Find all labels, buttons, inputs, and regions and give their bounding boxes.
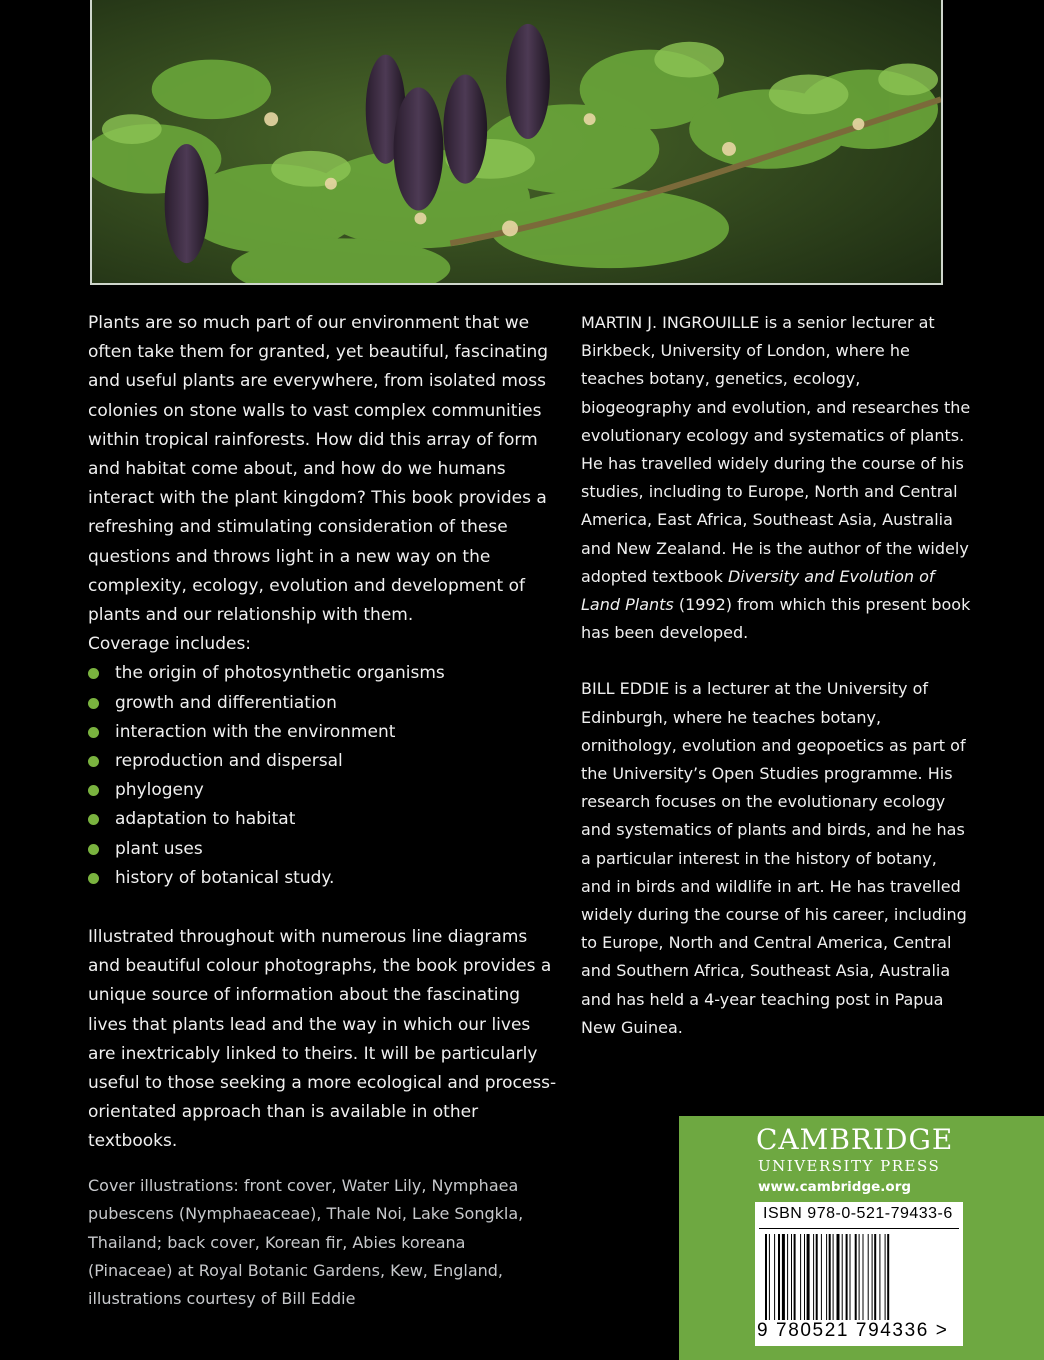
barcode-bar: [800, 1234, 801, 1320]
book-title: Diversity and Evolution of Land Plants: [581, 566, 935, 615]
intro-paragraph: Plants are so much part of our environment that we often take them for granted, yet beautiful, fascinating and useful plants are everywhere, from isolated moss colonies on stone walls to vast complex communities within tropical rainforests. How did this array of form and habitat come about, and how do we humans interact with the plant kingdom? This book provides a refreshing and stimulating consideration of these questions and throws light in a new way on the complexity, ecology, evolution and development of plants and our relationship with them.: [88, 313, 549, 626]
barcode-digits: 9 780521 794336 >: [757, 1320, 949, 1341]
barcode-bar: [863, 1234, 864, 1320]
author-bio-eddie: BILL EDDIE is a lecturer at the University of Edinburgh, where he teaches botany, ornithology, evolution and geopoetics as part of the University’s Open Studies programme. His research focuses on the evolutionary ecology and systematics of plants and birds, and he has a particular interest in the history of botany, and in birds and wildlife in art. He has travelled widely during the course of his career, including to Europe, North and Central America, Central and Southern Africa, Southeast Asia, Australia and has held a 4-year teaching post in Papua New Guinea.: [581, 679, 967, 1037]
bio-text: (1992) from which this present book has been developed.: [581, 595, 971, 643]
barcode-bar: [846, 1234, 848, 1320]
barcode-bar: [813, 1234, 814, 1320]
summary-paragraph: Illustrated throughout with numerous line diagrams and beautiful colour photographs, the book provides a unique source of information about the fascinating lives that plants lead and the way in which our lives are inextricably linked to theirs. It will be particularly useful to those seeking a more ecological and process-orientated approach than is available in other textbooks.: [88, 927, 557, 1152]
barcode-bar: [829, 1234, 831, 1320]
cover-photo: [90, 0, 943, 285]
publisher-logo-subtitle: UNIVERSITY PRESS: [758, 1157, 941, 1175]
cover-credits: Cover illustrations: front cover, Water Lily, Nymphaea pubescens (Nymphaeaceae), Thale Noi, Lake Songkla, Thailand; back cover, Korean fir, Abies koreana (Pinaceae) at Royal Botanic Gardens, Kew, England, illustrations courtesy of Bill Eddie: [88, 1176, 524, 1309]
barcode-bar: [850, 1234, 851, 1320]
barcode-bar: [872, 1234, 873, 1320]
publisher-url: www.cambridge.org: [758, 1179, 912, 1195]
list-item: phylogeny: [88, 776, 558, 805]
barcode-bar: [765, 1234, 767, 1320]
barcode-bar: [855, 1234, 857, 1320]
barcode-bar: [816, 1234, 818, 1320]
barcode-bar: [794, 1234, 796, 1320]
barcode-bar: [874, 1234, 876, 1320]
list-item: plant uses: [88, 835, 558, 864]
author-bio-ingrouille: [581, 309, 971, 647]
isbn-divider: [759, 1228, 959, 1229]
isbn-number: ISBN 978-0-521-79433-6: [763, 1205, 953, 1222]
barcode-bar: [787, 1234, 788, 1320]
barcode-bar: [774, 1234, 775, 1320]
barcode-bar: [804, 1234, 805, 1320]
list-item: history of botanical study.: [88, 864, 558, 893]
publisher-panel: [679, 1116, 1044, 1360]
isbn-barcode-block: [755, 1202, 963, 1346]
book-description: [88, 309, 558, 1157]
author-bios: [581, 309, 971, 1042]
list-item: adaptation to habitat: [88, 805, 558, 834]
publisher-logo-name: CAMBRIDGE: [756, 1123, 954, 1156]
list-item: reproduction and dispersal: [88, 747, 558, 776]
barcode-bar: [837, 1234, 840, 1320]
barcode-bar: [887, 1234, 889, 1320]
list-item: interaction with the environment: [88, 718, 558, 747]
list-item: the origin of photosynthetic organisms: [88, 659, 558, 688]
barcode-bar: [821, 1234, 822, 1320]
coverage-list: [88, 659, 558, 893]
coverage-heading: Coverage includes:: [88, 634, 252, 655]
fir-branch-illustration: [92, 0, 941, 283]
barcode-bar: [791, 1234, 792, 1320]
list-item: growth and differentiation: [88, 689, 558, 718]
barcode-bar: [807, 1234, 810, 1320]
barcode-bar: [885, 1234, 886, 1320]
barcode-bar: [842, 1234, 843, 1320]
barcode-bar: [778, 1234, 780, 1320]
barcode-bar: [769, 1234, 770, 1320]
bio-text: MARTIN J. INGROUILLE is a senior lecturer at Birkbeck, University of London, where he teaches botany, genetics, ecology, biogeography and evolution, and researches the evolutionary ecology and systematics of plants. He has travelled widely during the course of his studies, including to Europe, North and Central America, East Africa, Southeast Asia, Australia and New Zealand. He is the author of the widely adopted textbook: [581, 313, 971, 586]
barcode-bar: [833, 1234, 834, 1320]
barcode-bar: [859, 1234, 860, 1320]
barcode-bar: [782, 1234, 785, 1320]
barcode-bar: [826, 1234, 827, 1320]
barcode-bar: [879, 1234, 880, 1320]
barcode-bar: [868, 1234, 869, 1320]
barcode-icon: [759, 1234, 959, 1324]
